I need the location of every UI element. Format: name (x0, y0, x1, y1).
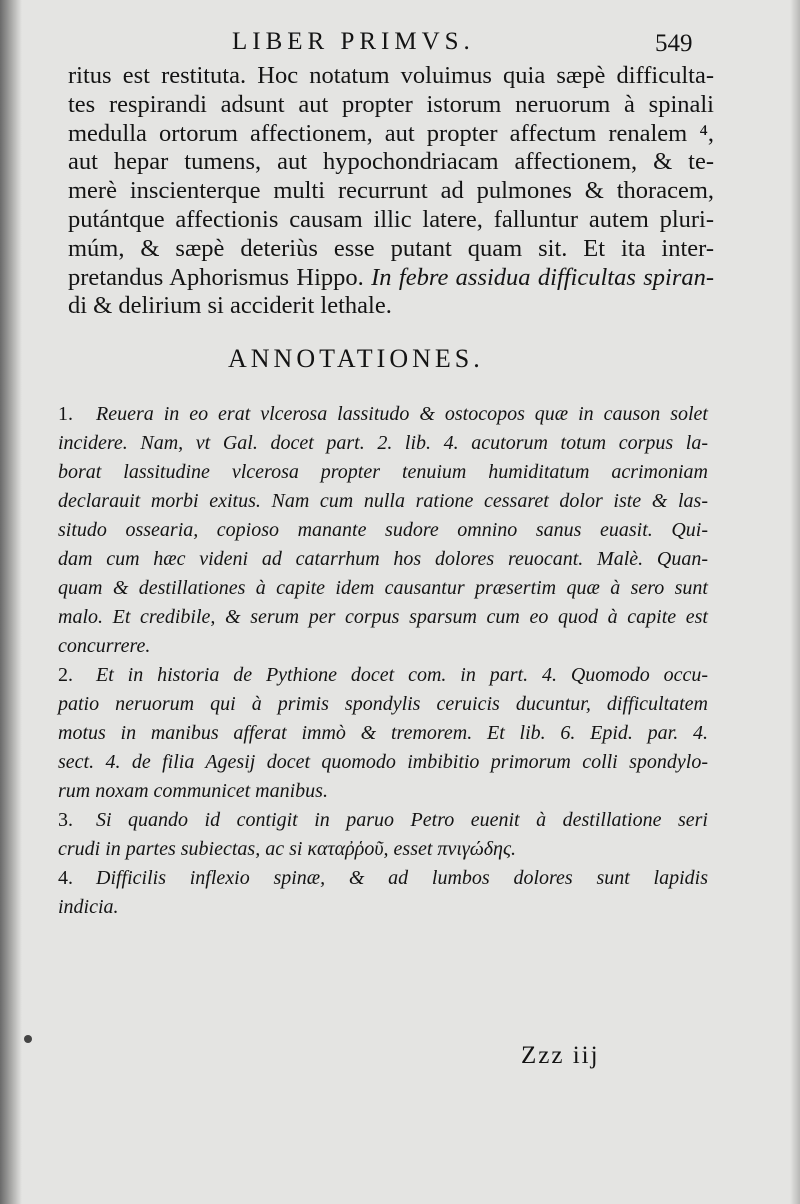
note-text: Reuera in eo erat vlcerosa lassitudo & ostocopos quæ in causon solet (96, 403, 708, 425)
note-line: situdo ossearia, copioso manante sudore omnino sanus euasit. Qui- (58, 519, 708, 541)
note-line: incidere. Nam, vt Gal. docet part. 2. lib. 4. acutorum totum corpus la- (58, 432, 708, 454)
aphorism-intro: pretandus Aphorismus Hippo. (68, 263, 364, 291)
body-line: merè inscienterque multi recurrunt ad pulmones & thoracem, (68, 177, 714, 205)
note-line: rum noxam communicet manibus. (58, 780, 328, 802)
note-line (58, 661, 708, 690)
note-line: borat lassitudine vlcerosa propter tenuium humiditatum acrimoniam (58, 461, 708, 483)
note-number: 2. (58, 664, 73, 686)
note-line: motus in manibus afferat immò & tremorem. Et lib. 6. Epid. par. 4. (58, 722, 708, 744)
note-number: 4. (58, 867, 73, 889)
body-line: múm, & sæpè deteriùs esse putant quam sit. Et ita inter- (68, 234, 714, 262)
note-number: 3. (58, 809, 73, 831)
note-text: Et in historia de Pythione docet com. in part. 4. Quomodo occu- (96, 664, 708, 686)
note-line: concurrere. (58, 635, 151, 657)
note-line: quam & destillationes à capite idem causantur præsertim quæ à sero sunt (58, 577, 708, 599)
note-line (58, 806, 708, 835)
body-line-aphorism (68, 264, 714, 293)
note-line (58, 400, 708, 429)
running-head: LIBER PRIMVS. (232, 28, 475, 55)
note-line (58, 864, 708, 893)
annotations (58, 400, 708, 922)
body-line: putántque affectionis causam illic latere, falluntur autem pluri- (68, 205, 714, 233)
note-text: Difficilis inflexio spinæ, & ad lumbos dolores sunt lapidis (96, 867, 708, 889)
aphorism-quote: In febre assidua difficultas spiran- (371, 263, 715, 291)
note-number: 1. (58, 403, 73, 425)
note-line: patio neruorum qui à primis spondylis ceruicis ducuntur, difficultatem (58, 693, 708, 715)
signature-mark: Zzz iij (521, 1042, 600, 1069)
note-line: sect. 4. de filia Agesij docet quomodo imbibitio primorum colli spondylo- (58, 751, 708, 773)
ink-spot (24, 1035, 32, 1043)
note-line: crudi in partes subiectas, ac si καταῤῥοῦ, esset πνιγώδης. (58, 838, 517, 860)
page-number: 549 (655, 30, 693, 57)
note-text: Si quando id contigit in paruo Petro euenit à destillatione seri (96, 809, 708, 831)
aphorism-quote-end: di & delirium si acciderit lethale. (68, 292, 392, 320)
note-line: indicia. (58, 896, 119, 918)
note-line: declarauit morbi exitus. Nam cum nulla ratione cessaret dolor iste & las- (58, 490, 708, 512)
body-line: tes respirandi adsunt aut propter istorum neruorum à spinali (68, 90, 714, 118)
body-line: aut hepar tumens, aut hypochondriacam affectionem, & te- (68, 148, 714, 176)
note-line: dam cum hæc videni ad catarrhum hos dolores reuocant. Malè. Quan- (58, 548, 708, 570)
body-text (68, 62, 714, 321)
body-line: ritus est restituta. Hoc notatum voluimus quia sæpè difficulta- (68, 62, 714, 89)
section-heading: ANNOTATIONES. (228, 344, 484, 373)
body-line: medulla ortorum affectionem, aut propter affectum renalem ⁴, (68, 119, 714, 147)
note-line: malo. Et credibile, & serum per corpus sparsum cum eo quod à capite est (58, 606, 708, 628)
